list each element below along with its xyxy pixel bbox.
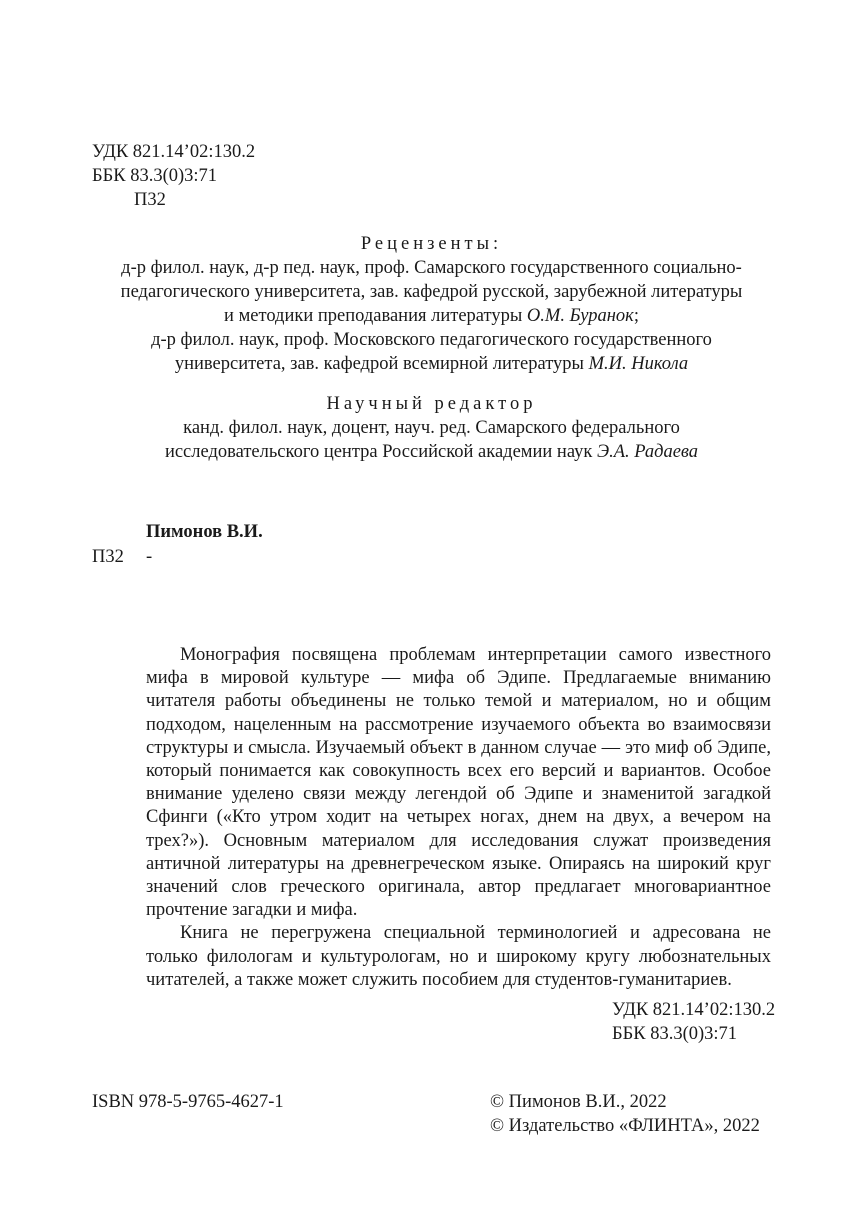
reviewer-2-line-2 [60, 352, 803, 376]
abstract [146, 644, 771, 992]
copyright-block [490, 1090, 760, 1138]
reviewer-1-line-1: д-р филол. наук, д-р пед. наук, проф. Самарского государственного социально- [121, 258, 742, 278]
classification-block-bottom [612, 998, 775, 1046]
classification-block-top [92, 140, 255, 212]
udk-code: УДК 821.14’02:130.2 [92, 142, 256, 162]
author-mark: П32 [134, 190, 166, 210]
reviewer-2-line-1: д-р филол. наук, проф. Московского педагогического государственного [151, 330, 712, 350]
copyright-author: © Пимонов В.И., 2022 [490, 1092, 667, 1112]
abstract-paragraph-1: Монография посвящена проблемам интерпретации самого известного мифа в мировой культуре — мифа об Эдипе. Предлагаемые вниманию читателя работы объединены не только темой и материалом, но и общим подходом, нацеленным на рассмотрение изучаемого объекта во взаимосвязи структуры и смысла. Изучаемый объект в данном случае — это миф об Эдипе, который понимается как совокупность всех его версий и вариантов. Особое внимание уделено связи между легендой об Эдипе и знаменитой загадкой Сфинги («Кто утром ходит на четырех ногах, днем на двух, а вечером на трех?»). Основным материалом для исследования служат произведения античной литературы на древнегреческом языке. Опираясь на широкий круг значений слов греческого оригинала, автор предлагает многовариантное прочтение загадки и мифа. [146, 645, 771, 921]
reviewers-section [60, 232, 803, 376]
isbn: ISBN 978-5-9765-4627-1 [92, 1092, 284, 1112]
copyright-publisher: © Издательство «ФЛИНТА», 2022 [490, 1116, 760, 1136]
bbk-code: ББК 83.3(0)3:71 [92, 166, 218, 186]
reviewer-1-suffix: ; [633, 306, 639, 326]
title-placeholder-dash: - [146, 547, 153, 567]
reviewers-heading: Рецензенты: [360, 234, 503, 254]
reviewer-2-affiliation: университета, зав. кафедрой всемирной литературы [174, 354, 589, 374]
reviewer-2-name: М.И. Никола [588, 354, 689, 374]
editor-affiliation: исследовательского центра Российской академии наук [164, 442, 597, 462]
book-author-mark: П32 [92, 547, 124, 567]
reviewer-1-line-2: педагогического университета, зав. кафедрой русской, зарубежной литературы [120, 282, 743, 302]
editor-heading: Научный редактор [326, 394, 537, 414]
reviewer-1-name: О.М. Буранок [526, 306, 634, 326]
editor-name: Э.А. Радаева [596, 442, 699, 462]
editor-line-2 [60, 440, 803, 464]
udk-code-bottom: УДК 821.14’02:130.2 [612, 1000, 776, 1020]
editor-section [60, 392, 803, 464]
bbk-code-bottom: ББК 83.3(0)3:71 [612, 1024, 738, 1044]
abstract-paragraph-2: Книга не перегружена специальной терминологией и адресована не только филологам и культурологам, но и широкому кругу любознательных читателей, а также может служить пособием для студентов-гуманитариев. [146, 923, 771, 990]
editor-line-1: канд. филол. наук, доцент, науч. ред. Самарского федерального [183, 418, 680, 438]
reviewer-1-affiliation: и методики преподавания литературы [224, 306, 527, 326]
book-author: Пимонов В.И. [146, 522, 263, 542]
reviewer-1-line-3 [60, 304, 803, 328]
